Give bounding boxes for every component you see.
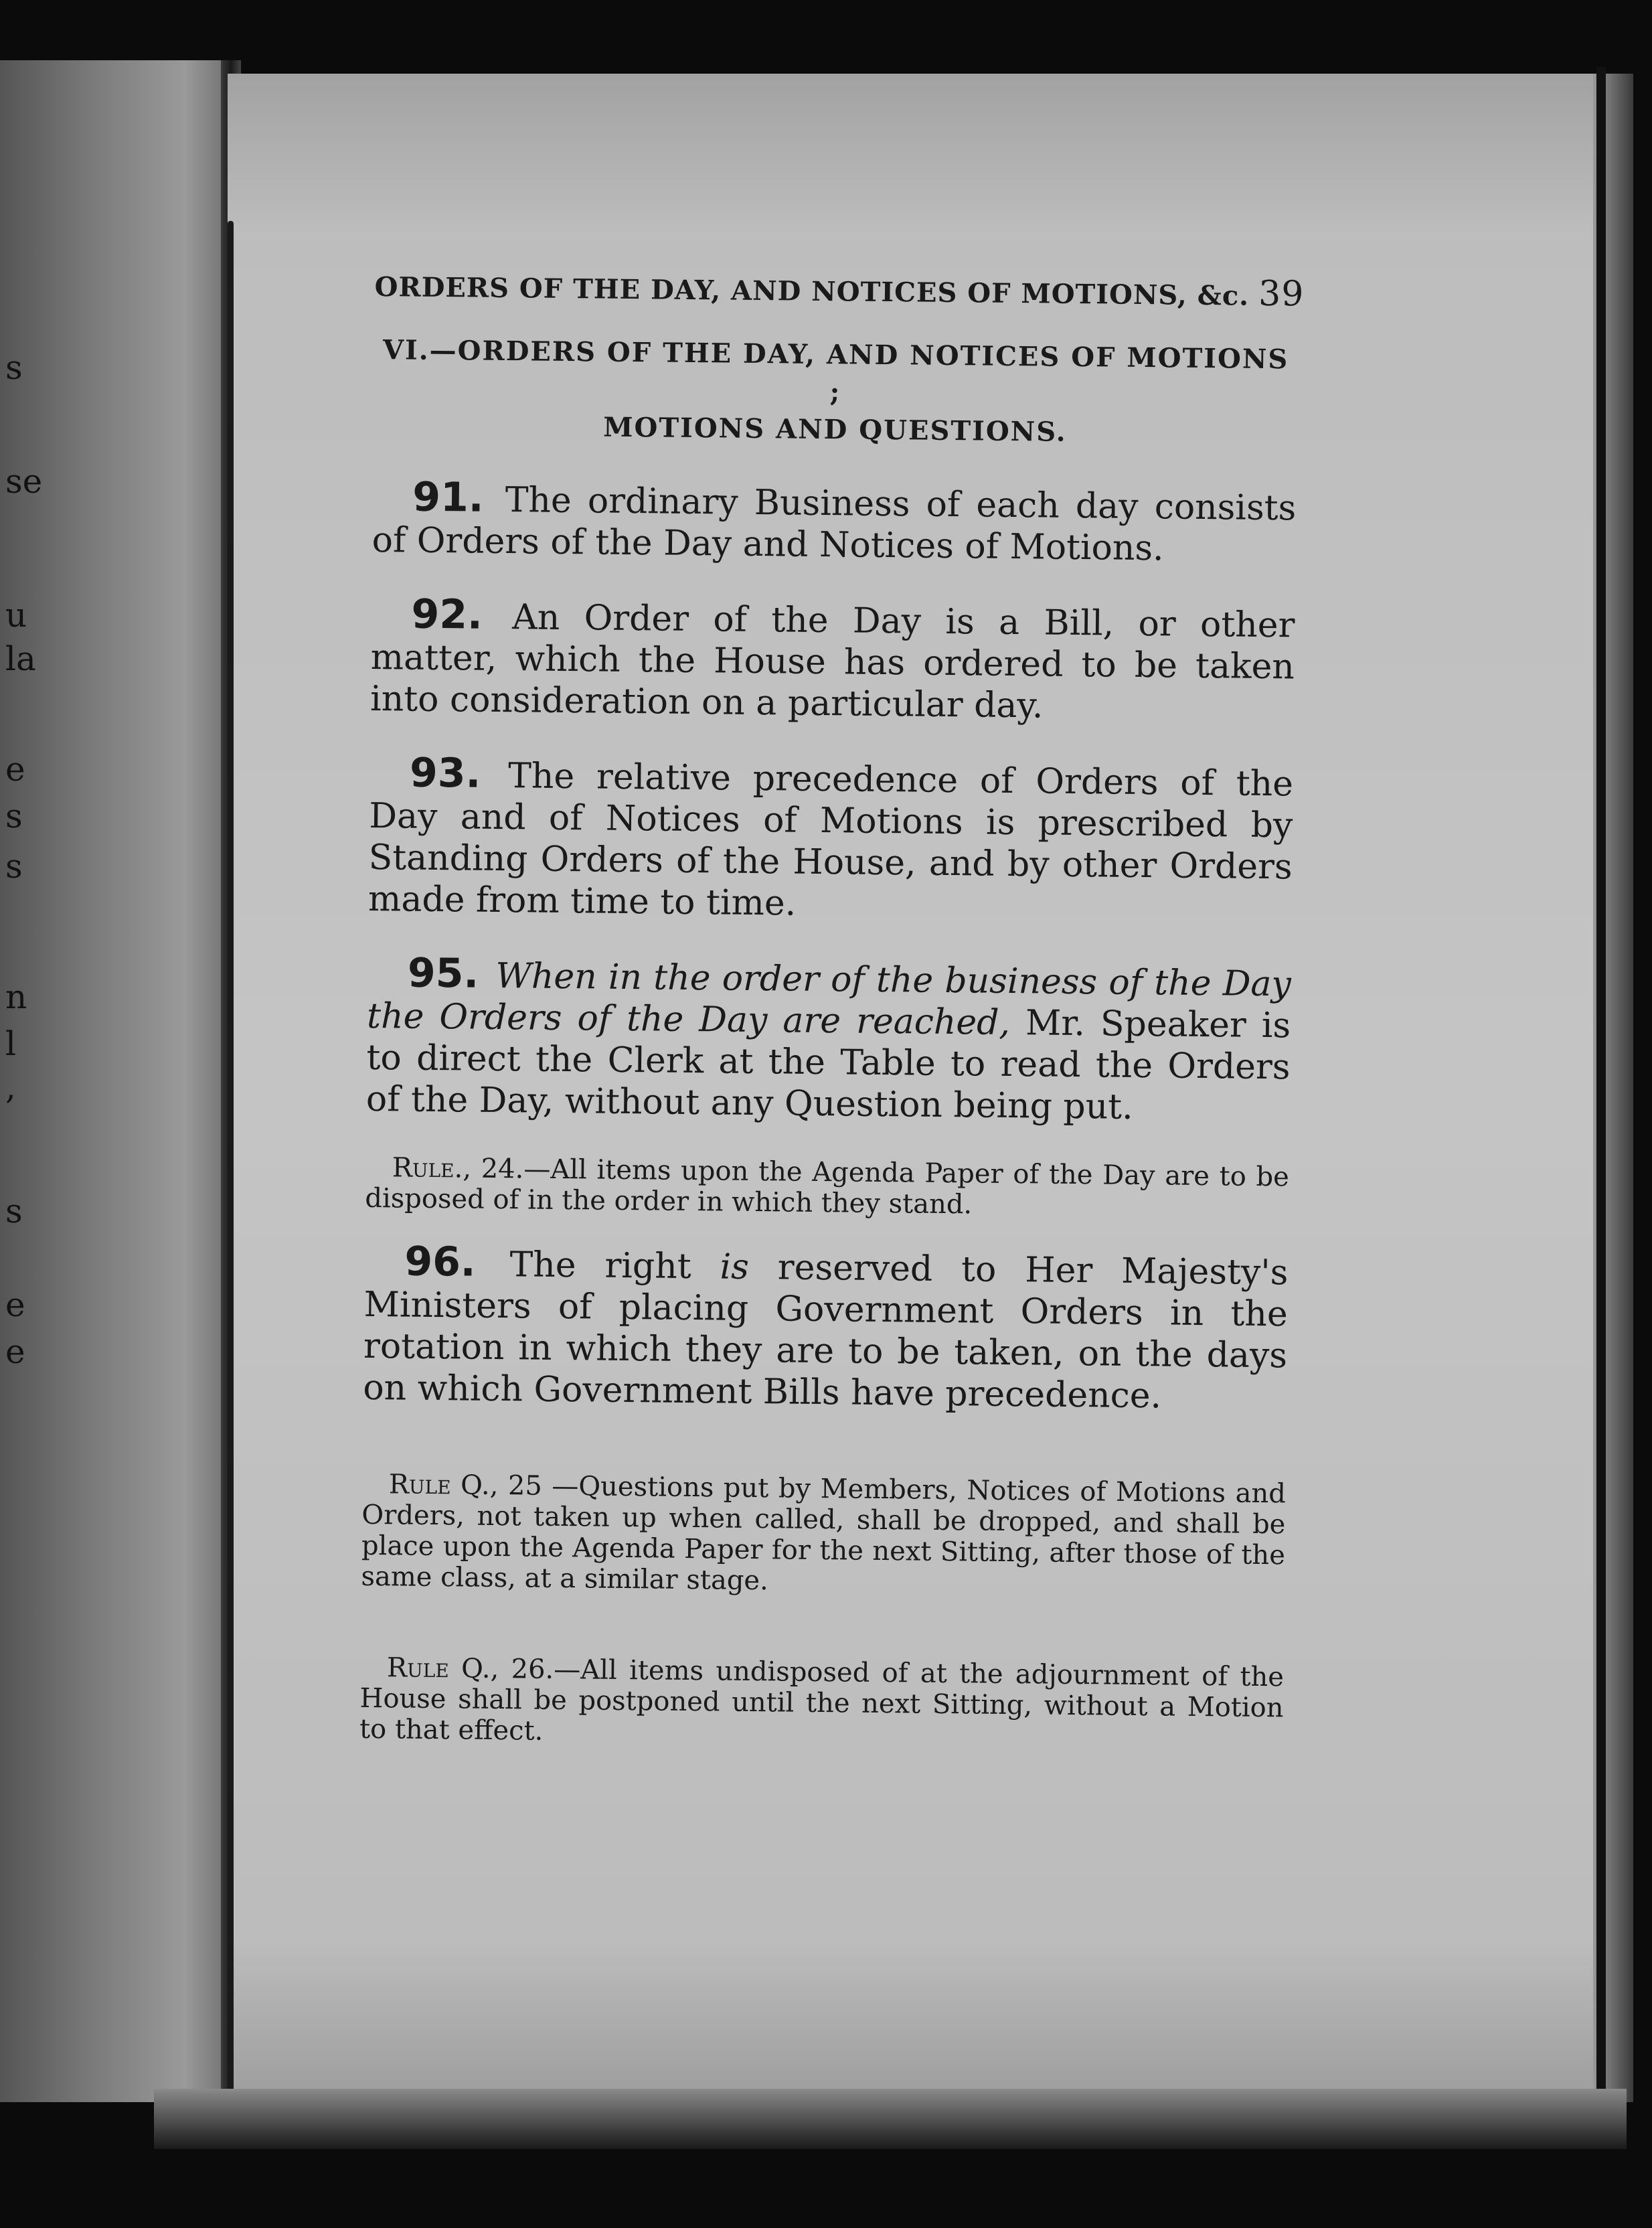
paragraph-text: An Order of the Day is a Bill, or other matter, which the House has ordered to be taken into consideration on a particular day.: [369, 597, 1295, 726]
facing-page-left: [0, 60, 231, 2102]
running-head-text: ORDERS OF THE DAY, AND NOTICES OF MOTIONS, &c.: [374, 270, 1250, 312]
left-page-fragment: ,: [5, 1068, 16, 1107]
paragraph-number: 92.: [411, 590, 483, 639]
page-bottom-shadow: [154, 2089, 1627, 2149]
paragraph-91: [371, 473, 1297, 570]
page-text: [359, 264, 1305, 1781]
section-title: [373, 331, 1298, 453]
paragraph-number: 96.: [404, 1238, 477, 1286]
left-page-fragment: s: [5, 847, 23, 886]
paragraph-text-pre: The right: [509, 1245, 720, 1287]
paragraph-number: 95.: [407, 949, 479, 998]
rule-label: Rule Q., 25: [388, 1469, 543, 1502]
paragraph-italic-text: When in the order of the business of the Day the Orders of the Day are reached,: [366, 955, 1292, 1043]
section-title-line: MOTIONS AND QUESTIONS.: [603, 411, 1067, 448]
left-page-fragment: s: [5, 1192, 23, 1230]
binding-thread: [228, 221, 234, 2149]
left-page-fragment: se: [5, 462, 43, 501]
left-page-fragment: l: [5, 1024, 16, 1063]
rule-label: Rule., 24.: [392, 1152, 524, 1185]
paragraph-number: 93.: [409, 749, 481, 797]
left-page-fragment: e: [5, 750, 25, 789]
paragraph-number: 91.: [412, 473, 485, 522]
paragraph-italic-text: is: [720, 1247, 750, 1287]
rule-text: —All items upon the Agenda Paper of the Day are to be disposed of in the order in which they stand.: [365, 1153, 1290, 1220]
paragraph-text: Mr. Speaker is to direct the Clerk at the Table to read the Orders of the Day, without any Question being put.: [365, 1003, 1291, 1127]
rule-24: [365, 1152, 1289, 1223]
left-page-fragment: la: [5, 639, 36, 678]
rule-text: —All items undisposed of at the adjournment of the House shall be postponed until the next Sitting, without a Motion to that effect.: [359, 1654, 1285, 1747]
paragraph-text: reserved to Her Majesty's Ministers of placing Government Orders in the rotation in which they are to be taken, on the days on which Government Bills have precedence.: [363, 1247, 1289, 1417]
rule-text: —Questions put by Members, Notices of Motions and Orders, not taken up when called, shall be dropped, and shall be place upon the Agenda Paper for the next Sitting, after those of the same class, at a similar stage.: [361, 1470, 1287, 1597]
left-page-fragment: s: [5, 797, 23, 836]
paragraph-96: [363, 1238, 1289, 1418]
left-page-fragment: s: [5, 348, 23, 387]
paragraph-text: The relative precedence of Orders of the Day and of Notices of Motions is prescribed by Standing Orders of the House, and by other Orders made from time to time.: [367, 756, 1294, 924]
rule-q-25: [361, 1469, 1286, 1601]
left-page-fragment: e: [5, 1285, 25, 1324]
rule-label: Rule Q., 26.: [386, 1652, 554, 1685]
paragraph-95: [365, 949, 1292, 1129]
left-page-fragment: e: [5, 1332, 25, 1371]
page-right-edge: [1596, 67, 1606, 2142]
section-title-line: VI.—ORDERS OF THE DAY, AND NOTICES OF MOTIONS ;: [382, 334, 1289, 408]
left-page-fragment: u: [5, 596, 27, 635]
page-number: 39: [1258, 273, 1305, 315]
paragraph-92: [369, 590, 1295, 729]
paragraph-93: [367, 749, 1294, 929]
paragraph-text: The ordinary Business of each day consists of Orders of the Day and Notices of Motions.: [371, 480, 1297, 569]
left-page-fragment: n: [5, 977, 27, 1016]
rule-q-26: [359, 1652, 1284, 1754]
